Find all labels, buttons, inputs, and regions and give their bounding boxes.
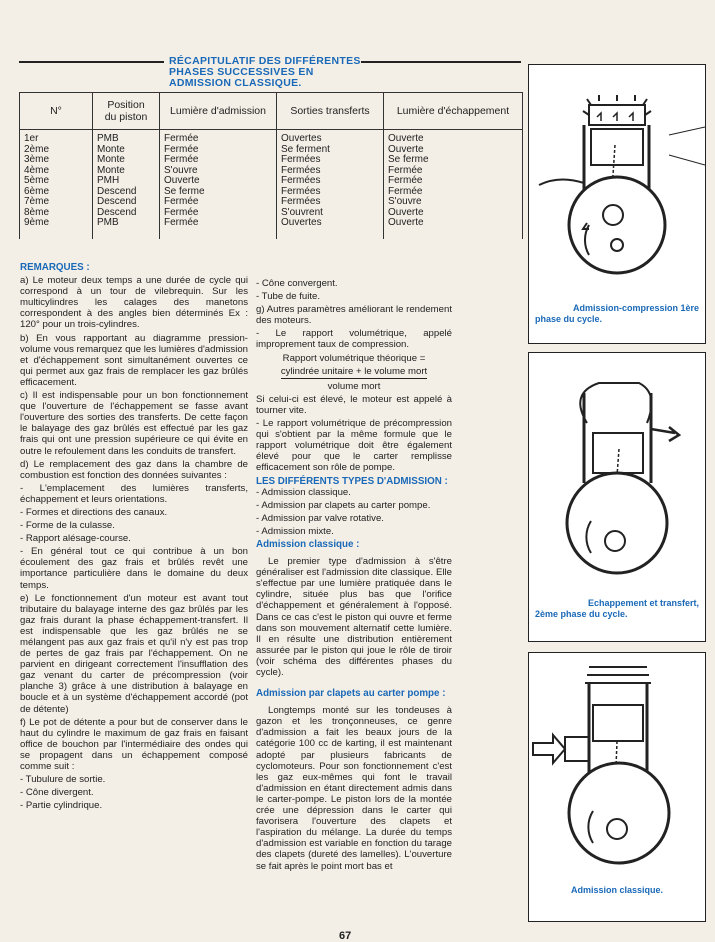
table-cell: Fermées bbox=[277, 166, 384, 177]
formula-label: Rapport volumétrique théorique = bbox=[282, 352, 426, 364]
table-cell: 9ème bbox=[20, 218, 93, 239]
figure-2-caption-line-2: 2ème phase du cycle. bbox=[535, 609, 628, 619]
type-item-4: - Admission mixte. bbox=[256, 525, 334, 537]
formula-numerator-wrap bbox=[256, 366, 452, 379]
title-rule-right bbox=[361, 61, 521, 63]
table-cell: 6ème bbox=[20, 187, 93, 198]
table-cell: Monte bbox=[93, 145, 160, 156]
formula-denominator: volume mort bbox=[327, 380, 381, 392]
table-cell: S'ouvre bbox=[160, 166, 277, 177]
table-title-line-2: PHASES SUCCESSIVES EN bbox=[169, 66, 314, 78]
table-row bbox=[20, 218, 523, 239]
table-cell: Descend bbox=[93, 208, 160, 219]
clapets-heading: Admission par clapets au carter pompe : bbox=[256, 688, 446, 700]
remarque-c: c) Il est indispensable pour un bon fonctionnement que l'ouverture de l'échappement se fasse avant l'ouverture des sorties des transferts. De cette façon le balayage des gaz brûlés est effectué par les gaz frais qui ont une pression supérieure ce qui évite en outre le refoulement dans les conduits de transfert. bbox=[20, 390, 248, 457]
table-cell: 3ème bbox=[20, 155, 93, 166]
table-cell: Se ferment bbox=[277, 145, 384, 156]
figure-1-caption-line-1: Admission-compression 1ère bbox=[572, 303, 699, 313]
table-cell: PMH bbox=[93, 176, 160, 187]
remarques-heading: REMARQUES : bbox=[20, 262, 90, 273]
after-formula-1: Si celui-ci est élevé, le moteur est appelé à tourner vite. bbox=[256, 393, 452, 416]
remarque-d-item-1: - L'emplacement des lumières transferts, échappement et leurs orientations. bbox=[20, 482, 248, 505]
remarque-f-item-1: - Tubulure de sortie. bbox=[20, 774, 106, 786]
remarque-f-item-3: - Partie cylindrique. bbox=[20, 800, 103, 812]
table-cell: Descend bbox=[93, 187, 160, 198]
header-echappement: Lumière d'échappement bbox=[384, 93, 523, 130]
remarque-b: b) En vous rapportant au diagramme pression-volume vous remarquez que les lumières d'admission et d'échappement sont simultanément ouvertes ce qui permet aux gaz frais de remplacer les gaz brûlés efficacement. bbox=[20, 332, 248, 388]
phases-table bbox=[19, 92, 523, 239]
table-cell: PMB bbox=[93, 218, 160, 239]
figure-1-caption-line-2: phase du cycle. bbox=[535, 314, 603, 324]
header-transferts: Sorties transferts bbox=[277, 93, 384, 130]
table-cell: Se ferme bbox=[160, 187, 277, 198]
table-row bbox=[20, 187, 523, 198]
table-row bbox=[20, 208, 523, 219]
table-cell: Ouverte bbox=[160, 176, 277, 187]
table-cell: 2ème bbox=[20, 145, 93, 156]
engine-admission-compression-diagram bbox=[529, 65, 705, 295]
header-position-line-2: du piston bbox=[104, 111, 148, 123]
table-title bbox=[169, 56, 361, 89]
table-cell: Fermée bbox=[160, 145, 277, 156]
table-cell: Fermée bbox=[384, 166, 523, 177]
classique-heading: Admission classique : bbox=[256, 538, 360, 550]
table-title-line-3: ADMISSION CLASSIQUE. bbox=[169, 77, 302, 89]
column-remarques bbox=[20, 262, 248, 813]
table-cell: Ouverte bbox=[384, 218, 523, 239]
table-cell: Monte bbox=[93, 166, 160, 177]
type-item-3: - Admission par valve rotative. bbox=[256, 512, 384, 524]
table-title-area bbox=[19, 56, 521, 92]
table-cell: Ouvertes bbox=[277, 218, 384, 239]
figure-1-caption bbox=[529, 303, 699, 325]
column-admission bbox=[256, 278, 452, 874]
table-cell: Fermées bbox=[277, 176, 384, 187]
table-cell: Fermée bbox=[160, 218, 277, 239]
table-cell: Fermée bbox=[384, 187, 523, 198]
table-cell: Fermée bbox=[384, 176, 523, 187]
table-cell: Ouvertes bbox=[277, 130, 384, 145]
table-row bbox=[20, 166, 523, 177]
intro-item-2: - Tube de fuite. bbox=[256, 291, 320, 303]
table-row bbox=[20, 176, 523, 187]
remarque-d-item-3: - Forme de la culasse. bbox=[20, 520, 115, 532]
table-title-line-1: RÉCAPITULATIF DES DIFFÉRENTES bbox=[169, 55, 361, 67]
figure-panel-3 bbox=[528, 652, 706, 922]
table-header-row bbox=[20, 93, 523, 130]
table-cell: 5ème bbox=[20, 176, 93, 187]
table-cell: Se ferme bbox=[384, 155, 523, 166]
table-cell: 8ème bbox=[20, 208, 93, 219]
title-rule-left bbox=[19, 61, 164, 63]
table-cell: 1er bbox=[20, 130, 93, 145]
header-position bbox=[93, 93, 160, 130]
table-row bbox=[20, 155, 523, 166]
table-cell: Fermées bbox=[277, 197, 384, 208]
table-cell: Fermée bbox=[160, 197, 277, 208]
intro-item-4: - Le rapport volumétrique, appelé improprement taux de compression. bbox=[256, 328, 452, 351]
header-position-line-1: Position bbox=[107, 99, 145, 111]
header-number: N° bbox=[20, 93, 93, 130]
remarque-a: a) Le moteur deux temps a une durée de cycle qui correspond à un tour de vilebrequin. Sur les multicylindres les calages des manetons correspondent à des angles bien déterminés Ex : 120° pour un trois-cylindres. bbox=[20, 275, 248, 331]
table-cell: PMB bbox=[93, 130, 160, 145]
table-cell: Fermée bbox=[160, 130, 277, 145]
table-cell: S'ouvre bbox=[384, 197, 523, 208]
engine-exhaust-transfer-diagram bbox=[529, 353, 705, 593]
figure-2-caption bbox=[529, 598, 699, 620]
table-row bbox=[20, 197, 523, 208]
intro-item-3: g) Autres paramètres améliorant le rendement des moteurs. bbox=[256, 304, 452, 327]
page-number: 67 bbox=[339, 930, 352, 942]
table-cell: S'ouvrent bbox=[277, 208, 384, 219]
table-row bbox=[20, 130, 523, 145]
formula-numerator: cylindrée unitaire + le volume mort bbox=[281, 366, 427, 379]
remarque-f-item-2: - Cône divergent. bbox=[20, 787, 94, 799]
table-cell: Fermées bbox=[277, 155, 384, 166]
figure-panel-1 bbox=[528, 64, 706, 344]
table-cell: Ouverte bbox=[384, 130, 523, 145]
table-cell: Fermée bbox=[160, 155, 277, 166]
clapets-text: Longtemps monté sur les tondeuses à gazon et les tronçonneuses, ce genre d'admission a fait les beaux jours de la catégorie 100 cc de karting, il est maintenant adopté par plusieurs fabricants de cyclomoteurs. Pour son fonctionnement c'est les gaz eux-mêmes qui font le travail d'admission en étant directement admis dans le carter-pompe. Le piston lors de la montée crée une dépression dans le carter qui favorisera l'ouverture des clapets et l'aspiration du mélange. La durée du temps d'admission est variable en fonction du tarage des clapets (dureté des lamelles). L'ouverture se fait après le point mort bas et bbox=[256, 705, 452, 872]
table-cell: Fermées bbox=[277, 187, 384, 198]
table-cell: Descend bbox=[93, 197, 160, 208]
intro-item-1: - Cône convergent. bbox=[256, 278, 338, 289]
remarque-e: e) Le fonctionnement d'un moteur est avant tout tributaire du balayage interne des gaz brûlés par les gaz frais durant la phase échappement-transfert. Il est indispensable que les gaz brûlés ne se mélangent pas aux gaz frais et qu'il n'y est pas trop de pertes de gaz frais par l'échappement. On ne parvient en dirigeant correctement l'insufflation des gaz venant du carter de précompression (voir planche 3) grâce à une distribution à balayage en boucle et à un système d'échappement accordé (pot de détente) bbox=[20, 592, 248, 715]
remarque-f: f) Le pot de détente a pour but de conserver dans le haut du cylindre le maximum de gaz frais en faisant office de bouchon par l'intermédiaire des ondes qui se propagent dans un échappement composé comme suit : bbox=[20, 716, 248, 773]
table-cell: Monte bbox=[93, 155, 160, 166]
table-cell: 4ème bbox=[20, 166, 93, 177]
table-cell: Ouverte bbox=[384, 208, 523, 219]
after-formula-2: - Le rapport volumétrique de précompression qui s'obtient par la même formule que le rapport volumétrique doit être également élevé pour que le carter remplisse efficacement son rôle de pompe. bbox=[256, 418, 452, 474]
remarque-d-item-5: - En général tout ce qui contribue à un bon écoulement des gaz frais et brûlés revêt une importance particulière dans le domaine du deux temps. bbox=[20, 546, 248, 591]
figure-2-caption-line-1: Echappement et transfert, bbox=[587, 598, 699, 608]
table-cell: 7ème bbox=[20, 197, 93, 208]
remarque-d: d) Le remplacement des gaz dans la chambre de combustion est fonction des données suivantes : bbox=[20, 458, 248, 481]
table-cell: Fermée bbox=[160, 208, 277, 219]
type-item-2: - Admission par clapets au carter pompe. bbox=[256, 499, 431, 511]
table-row bbox=[20, 145, 523, 156]
types-heading: LES DIFFÉRENTS TYPES D'ADMISSION : bbox=[256, 475, 448, 487]
figure-panel-2 bbox=[528, 352, 706, 642]
engine-admission-classique-diagram bbox=[529, 653, 705, 883]
table-body bbox=[20, 130, 523, 239]
table-cell: Ouverte bbox=[384, 145, 523, 156]
remarque-d-item-4: - Rapport alésage-course. bbox=[20, 533, 131, 545]
figure-3-caption: Admission classique. bbox=[570, 885, 664, 895]
header-admission: Lumière d'admission bbox=[160, 93, 277, 130]
remarque-d-item-2: - Formes et directions des canaux. bbox=[20, 506, 168, 518]
type-item-1: - Admission classique. bbox=[256, 486, 351, 498]
classique-text: Le premier type d'admission à s'être généraliser est l'admission dite classique. Elle s'effectue par une lumière pratiquée dans le cylindre, située plus bas que l'orifice d'échappement et généralement à l'opposé. Dans ce cas c'est le piston qui ouvre et ferme dans son mouvement alternatif cette lumière. Il en résulte une distribution entièrement assurée par le piston qui joue le rôle de tiroir (voir schéma des différentes phases du cycle). bbox=[256, 556, 452, 678]
